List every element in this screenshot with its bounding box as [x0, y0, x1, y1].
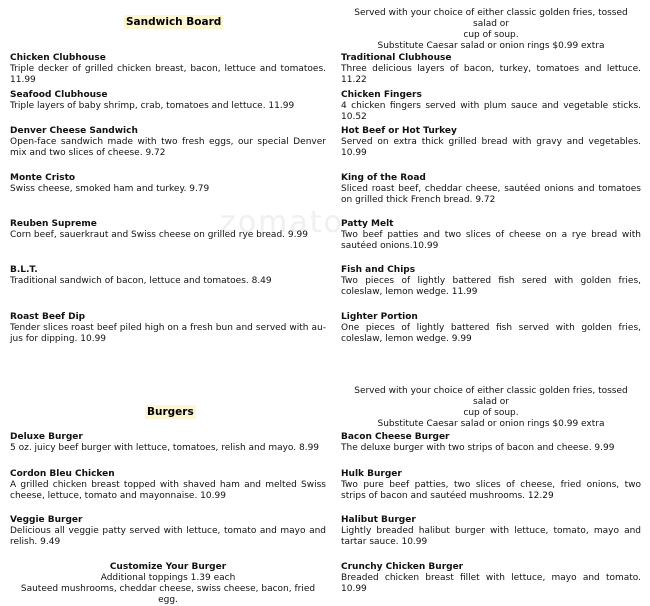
menu-item	[341, 173, 641, 206]
item-name: Veggie Burger	[10, 515, 83, 525]
item-desc: Two beef patties and two slices of cheese on a rye bread with sautéed onions.10.99	[341, 230, 641, 251]
burgers-side-note	[341, 386, 641, 430]
menu-item	[341, 515, 641, 548]
item-name: King of the Road	[341, 173, 426, 183]
menu-item	[341, 432, 641, 454]
note-line: Served with your choice of either classic golden fries, tossed salad or	[354, 386, 628, 407]
item-name: Bacon Cheese Burger	[341, 432, 450, 442]
note-line: Substitute Caesar salad or onion rings $0.99 extra	[377, 41, 605, 51]
item-name: Monte Cristo	[10, 173, 76, 183]
item-desc: Triple layers of baby shrimp, crab, tomatoes and lettuce. 11.99	[10, 101, 295, 111]
item-desc: 5 oz. juicy beef burger with lettuce, tomatoes, relish and mayo. 8.99	[10, 443, 320, 453]
item-desc: Swiss cheese, smoked ham and turkey. 9.79	[10, 184, 210, 194]
item-name: Halibut Burger	[341, 515, 416, 525]
customize-title: Customize Your Burger	[109, 562, 227, 572]
item-name: Denver Cheese Sandwich	[10, 126, 138, 136]
item-name: B.L.T.	[10, 265, 38, 275]
menu-item	[10, 312, 326, 345]
item-name: Hulk Burger	[341, 469, 402, 479]
sandwich-side-note	[341, 8, 641, 52]
menu-item	[10, 219, 326, 241]
item-desc: Tender slices roast beef piled high on a fresh bun and served with au-jus for dipping. 10.99	[10, 323, 326, 344]
menu-item	[10, 469, 326, 502]
item-desc: Two pure beef patties, two slices of cheese, fried onions, two strips of bacon and sautéed mushrooms. 12.29	[341, 480, 641, 501]
menu-item	[10, 265, 326, 287]
note-line: Substitute Caesar salad or onion rings $0.99 extra	[377, 419, 605, 429]
menu-item	[341, 469, 641, 502]
item-desc: Three delicious layers of bacon, turkey, tomatoes and lettuce. 11.22	[341, 64, 641, 85]
menu-item	[341, 126, 641, 159]
watermark-text: zomato	[220, 205, 344, 240]
item-desc: Breaded chicken breast fillet with lettuce, mayo and tomato. 10.99	[341, 573, 641, 594]
menu-item	[341, 562, 641, 595]
item-name: Cordon Bleu Chicken	[10, 469, 115, 479]
item-desc: Corn beef, sauerkraut and Swiss cheese on grilled rye bread. 9.99	[10, 230, 308, 240]
menu-item	[341, 219, 641, 252]
section-title-sandwich-board: Sandwich Board	[126, 16, 222, 28]
item-name: Deluxe Burger	[10, 432, 83, 442]
menu-item	[10, 126, 326, 159]
item-desc: Served on extra thick grilled bread with gravy and vegetables. 10.99	[341, 137, 641, 158]
item-desc: 4 chicken fingers served with plum sauce and vegetable sticks. 10.52	[341, 101, 641, 122]
customize-line: Additional toppings 1.39 each	[100, 573, 236, 583]
item-name: Reuben Supreme	[10, 219, 97, 229]
item-name: Seafood Clubhouse	[10, 90, 108, 100]
menu-item	[341, 53, 641, 86]
item-name: Traditional Clubhouse	[341, 53, 452, 63]
item-name: Roast Beef Dip	[10, 312, 86, 322]
menu-item	[341, 90, 641, 123]
note-line: cup of soup.	[463, 408, 519, 418]
item-name: Fish and Chips	[341, 265, 416, 275]
item-name: Lighter Portion	[341, 312, 418, 322]
item-name: Crunchy Chicken Burger	[341, 562, 464, 572]
item-desc: A grilled chicken breast topped with shaved ham and melted Swiss cheese, lettuce, tomato and mayonnaise. 10.99	[10, 480, 326, 501]
note-line: cup of soup.	[463, 30, 519, 40]
item-desc: Open-face sandwich made with two fresh eggs, our special Denver mix and two slices of cheese. 9.72	[10, 137, 326, 158]
menu-item	[10, 53, 326, 86]
menu-item	[10, 432, 326, 454]
item-name: Chicken Clubhouse	[10, 53, 106, 63]
item-desc: Two pieces of lightly battered fish sered with golden fries, coleslaw, lemon wedge. 11.99	[341, 276, 641, 297]
menu-item	[10, 90, 326, 112]
item-desc: Delicious all veggie patty served with lettuce, tomato and mayo and relish. 9.49	[10, 526, 326, 547]
item-name: Chicken Fingers	[341, 90, 422, 100]
item-desc: Triple decker of grilled chicken breast, bacon, lettuce and tomatoes. 11.99	[10, 64, 326, 85]
menu-item	[10, 515, 326, 548]
customize-burger-block	[10, 562, 326, 606]
item-desc: Lightly breaded halibut burger with lettuce, tomato, mayo and tartar sauce. 10.99	[341, 526, 641, 547]
item-desc: Traditional sandwich of bacon, lettuce and tomatoes. 8.49	[10, 276, 272, 286]
item-desc: The deluxe burger with two strips of bacon and cheese. 9.99	[341, 443, 615, 453]
customize-line: Sauteed mushrooms, cheddar cheese, swiss cheese, bacon, fried egg.	[20, 584, 316, 605]
note-line: Served with your choice of either classic golden fries, tossed salad or	[354, 8, 628, 29]
item-name: Hot Beef or Hot Turkey	[341, 126, 457, 136]
menu-item	[341, 312, 641, 345]
item-name: Patty Melt	[341, 219, 394, 229]
menu-item	[341, 265, 641, 298]
item-desc: Sliced roast beef, cheddar cheese, sautéed onions and tomatoes on grilled thick French bread. 9.72	[341, 184, 641, 205]
item-desc: One pieces of lightly battered fish served with golden fries, coleslaw, lemon wedge. 9.99	[341, 323, 641, 344]
section-title-burgers: Burgers	[147, 406, 194, 418]
menu-item	[10, 173, 326, 195]
